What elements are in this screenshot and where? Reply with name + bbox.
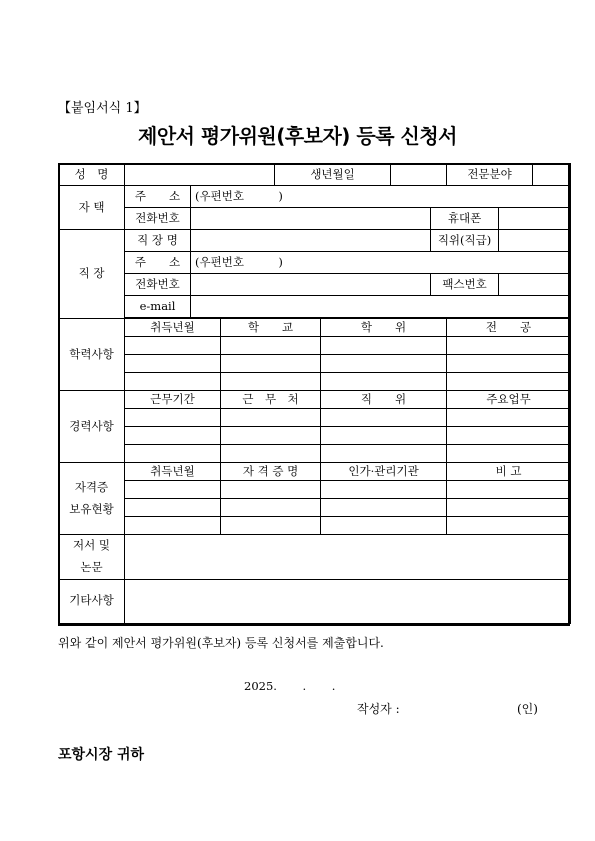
table-row: [59, 208, 571, 230]
position-field[interactable]: [499, 230, 571, 252]
cert-label-line1: 자격증: [74, 479, 109, 494]
edu-cell[interactable]: [221, 337, 321, 355]
table-row: [59, 337, 571, 355]
table-row: [59, 164, 571, 186]
author-label: 작성자 :: [357, 702, 400, 716]
edu-col-school: 학 교: [221, 319, 321, 337]
edu-cell[interactable]: [447, 373, 571, 391]
edu-cell[interactable]: [447, 337, 571, 355]
table-row: [59, 517, 571, 535]
birth-label: 생년월일: [275, 164, 391, 186]
edu-cell[interactable]: [321, 337, 447, 355]
home-phone-field[interactable]: [191, 208, 431, 230]
field-field[interactable]: [533, 164, 571, 186]
statement-text: 위와 같이 제안서 평가위원(후보자) 등록 신청서를 제출합니다.: [58, 636, 384, 650]
education-label: 학력사항: [59, 319, 125, 391]
cert-col-date: 취득년월: [125, 463, 221, 481]
cert-label-line2: 보유현황: [69, 501, 114, 516]
career-cell[interactable]: [221, 409, 321, 427]
company-field[interactable]: [191, 230, 431, 252]
home-address-label: 주 소: [125, 186, 191, 208]
cert-col-note: 비 고: [447, 463, 571, 481]
fax-field[interactable]: [499, 274, 571, 296]
table-row: [59, 499, 571, 517]
career-cell[interactable]: [221, 445, 321, 463]
name-label: 성 명: [59, 164, 125, 186]
edu-col-date: 취득년월: [125, 319, 221, 337]
cert-col-authority: 인가·관리기관: [321, 463, 447, 481]
career-cell[interactable]: [447, 445, 571, 463]
table-row: [59, 274, 571, 296]
cert-cell[interactable]: [321, 517, 447, 535]
cert-cell[interactable]: [221, 517, 321, 535]
table-row: [59, 252, 571, 274]
table-row: [59, 579, 571, 623]
table-row: [59, 319, 571, 337]
career-col-workplace: 근 무 처: [221, 391, 321, 409]
table-row: [59, 427, 571, 445]
cert-col-name: 자 격 증 명: [221, 463, 321, 481]
career-cell[interactable]: [321, 445, 447, 463]
career-cell[interactable]: [447, 427, 571, 445]
table-row: [59, 463, 571, 481]
recipient: 포항시장 귀하: [58, 747, 145, 763]
career-col-position: 직 위: [321, 391, 447, 409]
table-row: [59, 445, 571, 463]
edu-cell[interactable]: [321, 373, 447, 391]
career-cell[interactable]: [321, 409, 447, 427]
attachment-label: 【붙임서식 1】: [58, 101, 147, 116]
cert-cell[interactable]: [221, 481, 321, 499]
papers-label-line2: 논문: [80, 559, 103, 574]
edu-cell[interactable]: [321, 355, 447, 373]
career-cell[interactable]: [221, 427, 321, 445]
work-phone-label: 전화번호: [125, 274, 191, 296]
work-phone-field[interactable]: [191, 274, 431, 296]
other-label: 기타사항: [59, 579, 125, 623]
other-field[interactable]: [125, 579, 571, 623]
career-cell[interactable]: [125, 445, 221, 463]
edu-cell[interactable]: [221, 355, 321, 373]
table-row: [59, 355, 571, 373]
cert-cell[interactable]: [321, 499, 447, 517]
table-row: [59, 186, 571, 208]
date-line: 2025. . .: [244, 679, 336, 693]
application-form: [58, 163, 570, 626]
edu-cell[interactable]: [125, 373, 221, 391]
email-label: e-mail: [125, 296, 191, 318]
cert-cell[interactable]: [321, 481, 447, 499]
work-address-field[interactable]: (우편번호 ): [191, 252, 571, 274]
home-address-field[interactable]: (우편번호 ): [191, 186, 571, 208]
career-label: 경력사항: [59, 391, 125, 463]
form-table: [58, 163, 571, 624]
mobile-label: 휴대폰: [431, 208, 499, 230]
table-row: [59, 296, 571, 318]
work-address-label: 주 소: [125, 252, 191, 274]
table-row: [59, 230, 571, 252]
birth-field[interactable]: [391, 164, 447, 186]
career-cell[interactable]: [125, 409, 221, 427]
home-label: 자 택: [59, 186, 125, 230]
papers-label: [59, 535, 125, 580]
edu-cell[interactable]: [221, 373, 321, 391]
table-row: [59, 535, 571, 580]
cert-label: [59, 463, 125, 535]
edu-col-degree: 학 위: [321, 319, 447, 337]
career-cell[interactable]: [447, 409, 571, 427]
fax-label: 팩스번호: [431, 274, 499, 296]
email-field[interactable]: [191, 296, 571, 318]
career-cell[interactable]: [321, 427, 447, 445]
seal-mark: (인): [517, 702, 538, 716]
table-row: [59, 373, 571, 391]
papers-label-line1: 저서 및: [73, 538, 110, 552]
career-col-period: 근무기간: [125, 391, 221, 409]
position-label: 직위(직급): [431, 230, 499, 252]
cert-cell[interactable]: [447, 499, 571, 517]
cert-cell[interactable]: [125, 517, 221, 535]
name-field[interactable]: [125, 164, 275, 186]
career-cell[interactable]: [125, 427, 221, 445]
field-label: 전문분야: [447, 164, 533, 186]
cert-cell[interactable]: [221, 499, 321, 517]
edu-cell[interactable]: [447, 355, 571, 373]
edu-cell[interactable]: [125, 337, 221, 355]
career-col-duties: 주요업무: [447, 391, 571, 409]
cert-cell[interactable]: [447, 481, 571, 499]
edu-col-major: 전 공: [447, 319, 571, 337]
company-label: 직 장 명: [125, 230, 191, 252]
cert-cell[interactable]: [125, 499, 221, 517]
mobile-field[interactable]: [499, 208, 571, 230]
edu-cell[interactable]: [125, 355, 221, 373]
cert-cell[interactable]: [125, 481, 221, 499]
page-title: 제안서 평가위원(후보자) 등록 신청서: [138, 124, 457, 148]
home-phone-label: 전화번호: [125, 208, 191, 230]
table-row: [59, 481, 571, 499]
table-row: [59, 409, 571, 427]
cert-cell[interactable]: [447, 517, 571, 535]
table-row: [59, 391, 571, 409]
papers-field[interactable]: [125, 535, 571, 580]
work-label: 직 장: [59, 230, 125, 319]
